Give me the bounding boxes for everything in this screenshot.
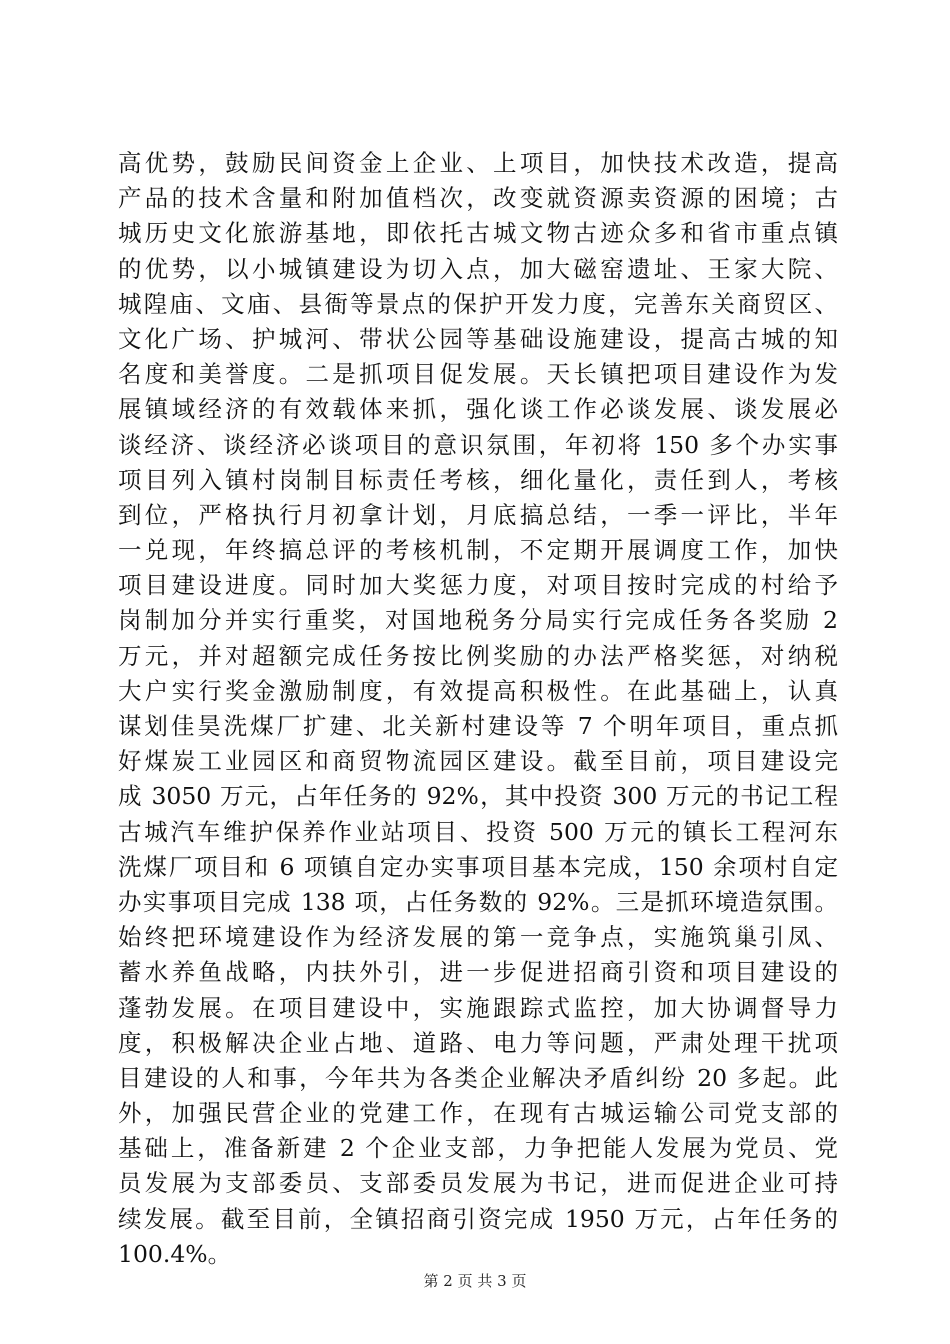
- text-line: 谈经济、谈经济必谈项目的意识氛围，年初将 150 多个办实事: [118, 430, 838, 459]
- text-line: 产品的技术含量和附加值档次，改变就资源卖资源的困境；古: [118, 184, 838, 213]
- text-line: 古城汽车维护保养作业站项目、投资 500 万元的镇长工程河东: [118, 817, 838, 846]
- text-line: 目建设的人和事，今年共为各类企业解决矛盾纠纷 20 多起。此: [118, 1063, 838, 1092]
- text-line: 基础上，准备新建 2 个企业支部，力争把能人发展为党员、党: [118, 1134, 838, 1163]
- body-paragraph: [118, 146, 838, 1272]
- text-line: 大户实行奖金激励制度，有效提高积极性。在此基础上，认真: [118, 676, 838, 705]
- text-line: 的优势，以小城镇建设为切入点，加大磁窑遗址、王家大院、: [118, 254, 838, 283]
- page-footer: 第 2 页 共 3 页: [423, 1272, 527, 1290]
- text-line: 外，加强民营企业的党建工作，在现有古城运输公司党支部的: [118, 1099, 838, 1128]
- text-line: 名度和美誉度。二是抓项目促发展。天长镇把项目建设作为发: [118, 360, 838, 389]
- text-line: 文化广场、护城河、带状公园等基础设施建设，提高古城的知: [118, 324, 838, 353]
- text-line: 度，积极解决企业占地、道路、电力等问题，严肃处理干扰项: [118, 1028, 838, 1057]
- text-line: 成 3050 万元，占年任务的 92%，其中投资 300 万元的书记工程: [118, 782, 838, 811]
- text-line: 蓬勃发展。在项目建设中，实施跟踪式监控，加大协调督导力: [118, 993, 838, 1022]
- text-line-last: 100.4%。: [118, 1239, 232, 1268]
- text-line: 岗制加分并实行重奖，对国地税务分局实行完成任务各奖励 2: [118, 606, 838, 635]
- text-line: 好煤炭工业园区和商贸物流园区建设。截至目前，项目建设完: [118, 747, 838, 776]
- text-line: 一兑现，年终搞总评的考核机制，不定期开展调度工作，加快: [118, 536, 838, 565]
- text-line: 项目列入镇村岗制目标责任考核，细化量化，责任到人，考核: [118, 465, 838, 494]
- text-line: 项目建设进度。同时加大奖惩力度，对项目按时完成的村给予: [118, 571, 838, 600]
- text-line: 城历史文化旅游基地，即依托古城文物古迹众多和省市重点镇: [118, 219, 838, 248]
- text-line: 续发展。截至目前，全镇招商引资完成 1950 万元，占年任务的: [118, 1204, 838, 1233]
- text-line: 高优势，鼓励民间资金上企业、上项目，加快技术改造，提高: [118, 149, 838, 177]
- text-line: 洗煤厂项目和 6 项镇自定办实事项目基本完成，150 余项村自定: [118, 852, 838, 881]
- text-line: 城隍庙、文庙、县衙等景点的保护开发力度，完善东关商贸区、: [118, 289, 838, 318]
- text-line: 始终把环境建设作为经济发展的第一竞争点，实施筑巢引凤、: [118, 923, 838, 952]
- text-line: 展镇域经济的有效载体来抓，强化谈工作必谈发展、谈发展必: [118, 395, 838, 424]
- text-line: 员发展为支部委员、支部委员发展为书记，进而促进企业可持: [118, 1169, 838, 1198]
- text-line: 万元，并对超额完成任务按比例奖励的办法严格奖惩，对纳税: [118, 641, 838, 670]
- text-line: 蓄水养鱼战略，内扶外引，进一步促进招商引资和项目建设的: [118, 958, 838, 987]
- text-line: 谋划佳昊洗煤厂扩建、北关新村建设等 7 个明年项目，重点抓: [118, 712, 838, 740]
- text-line: 办实事项目完成 138 项，占任务数的 92%。三是抓环境造氛围。: [118, 887, 838, 916]
- text-line: 到位，严格执行月初拿计划，月底搞总结，一季一评比，半年: [118, 500, 838, 529]
